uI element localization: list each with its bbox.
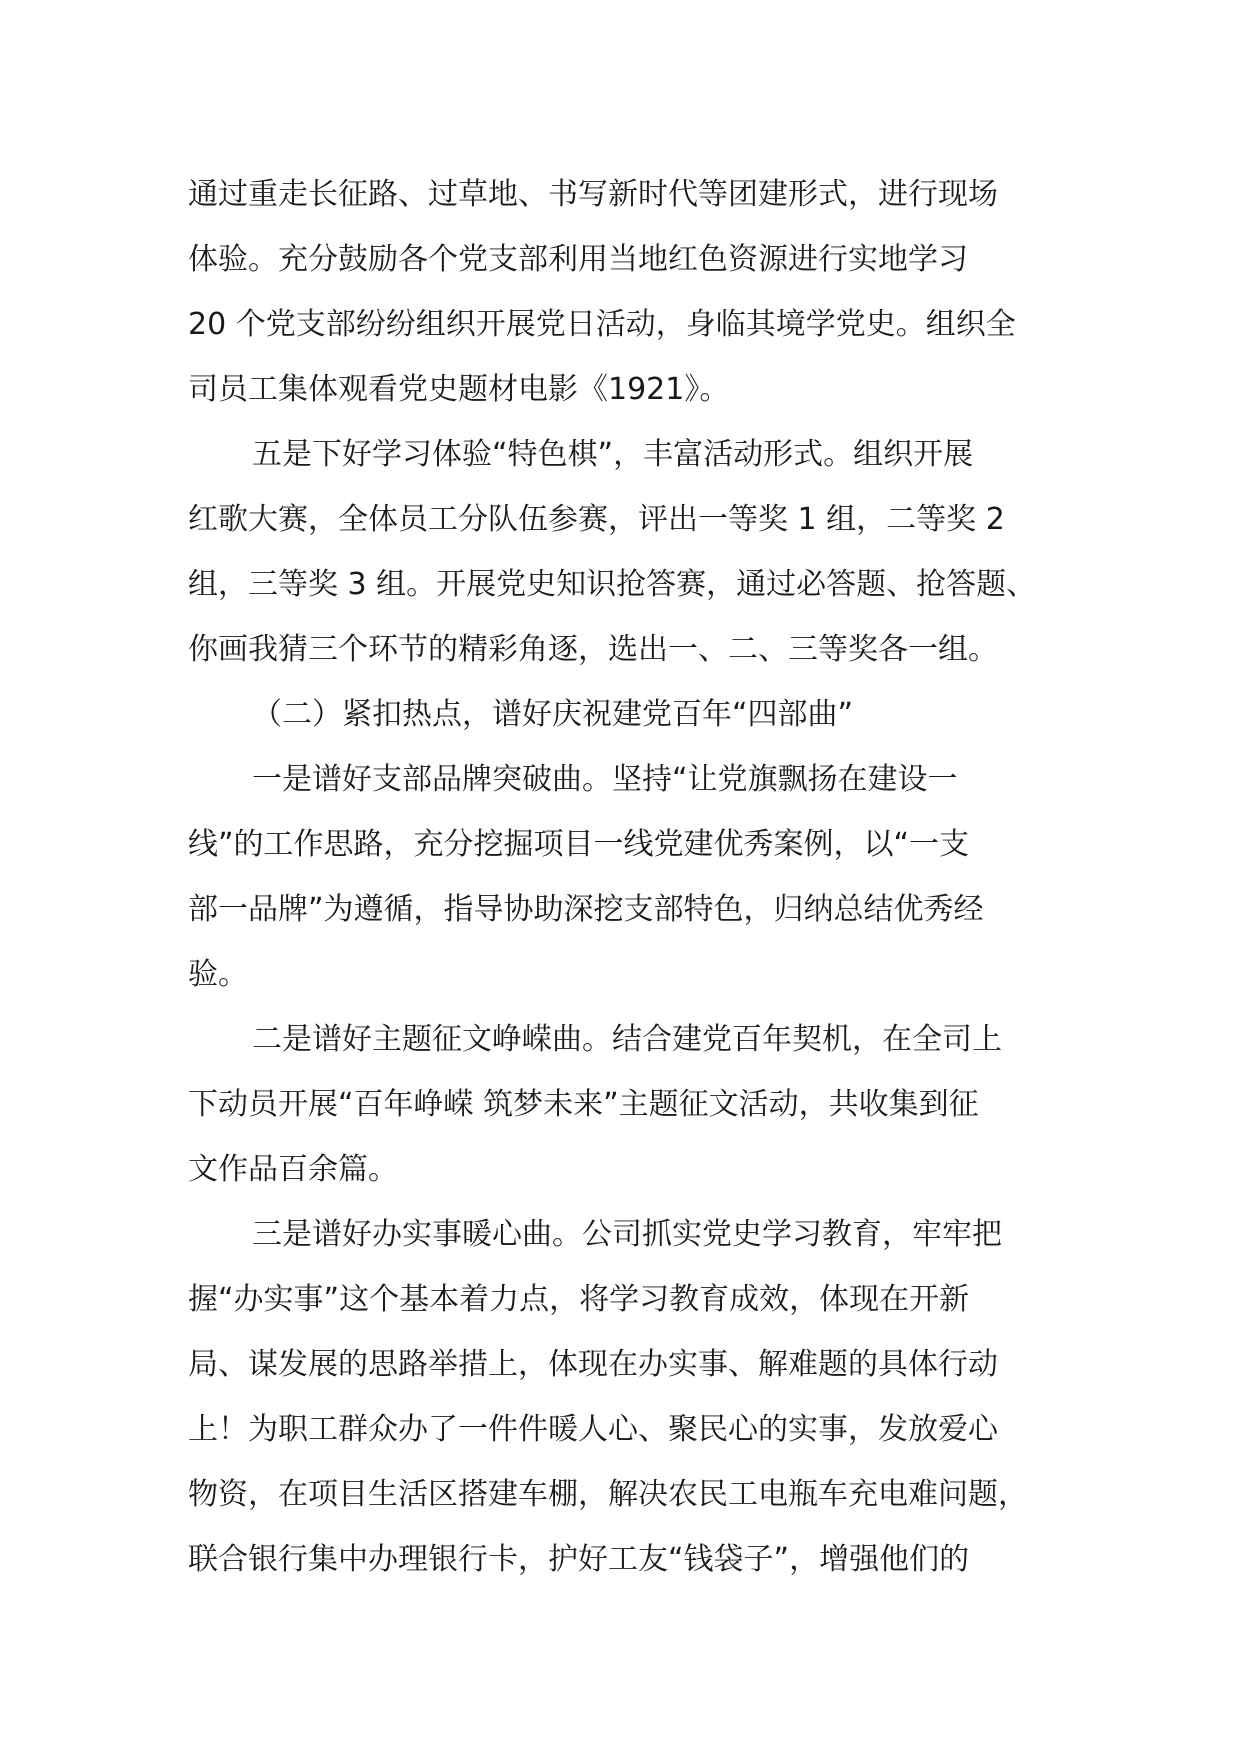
document-page (188, 162, 1078, 1592)
text-line: 物资，在项目生活区搭建车棚，解决农民工电瓶车充电难问题， (188, 1477, 1028, 1512)
text-line: 司员工集体观看党史题材电影《1921》。 (188, 372, 730, 407)
text-line: 部一品牌”为遵循，指导协助深挖支部特色，归纳总结优秀经 (188, 892, 984, 927)
text-line: 你画我猜三个环节的精彩角逐，选出一、二、三等奖各一组。 (188, 632, 998, 667)
text-line: 组，三等奖 3 组。开展党史知识抢答赛，通过必答题、抢答题、 (188, 567, 1037, 602)
paragraph-start-line: 一是谱好支部品牌突破曲。坚持“让党旗飘扬在建设一 (252, 762, 958, 797)
section-heading: （二）紧扣热点，谱好庆祝建党百年“四部曲” (252, 697, 854, 732)
paragraph-start-line: 三是谱好办实事暖心曲。公司抓实党史学习教育，牢牢把 (252, 1217, 1002, 1252)
text-line: 文作品百余篇。 (188, 1152, 398, 1187)
text-line: 20 个党支部纷纷组织开展党日活动，身临其境学党史。组织全 (188, 307, 1016, 342)
text-line: 握“办实事”这个基本着力点，将学习教育成效，体现在开新 (188, 1282, 970, 1317)
text-line: 上！为职工群众办了一件件暖人心、聚民心的实事，发放爱心 (188, 1412, 998, 1447)
paragraph-start-line: 五是下好学习体验“特色棋”，丰富活动形式。组织开展 (252, 437, 974, 472)
text-line: 联合银行集中办理银行卡，护好工友“钱袋子”，增强他们的 (188, 1542, 970, 1577)
paragraph-start-line: 二是谱好主题征文峥嵘曲。结合建党百年契机，在全司上 (252, 1022, 1002, 1057)
text-line: 线”的工作思路，充分挖掘项目一线党建优秀案例，以“一支 (188, 827, 970, 862)
text-line: 验。 (188, 957, 248, 992)
text-line: 下动员开展“百年峥嵘 筑梦未来”主题征文活动，共收集到征 (188, 1087, 979, 1122)
text-line: 通过重走长征路、过草地、书写新时代等团建形式，进行现场 (188, 177, 998, 212)
text-line: 红歌大赛，全体员工分队伍参赛，评出一等奖 1 组，二等奖 2 (188, 502, 1005, 537)
text-line: 局、谋发展的思路举措上，体现在办实事、解难题的具体行动 (188, 1347, 998, 1382)
text-line: 体验。充分鼓励各个党支部利用当地红色资源进行实地学习 (188, 242, 968, 277)
